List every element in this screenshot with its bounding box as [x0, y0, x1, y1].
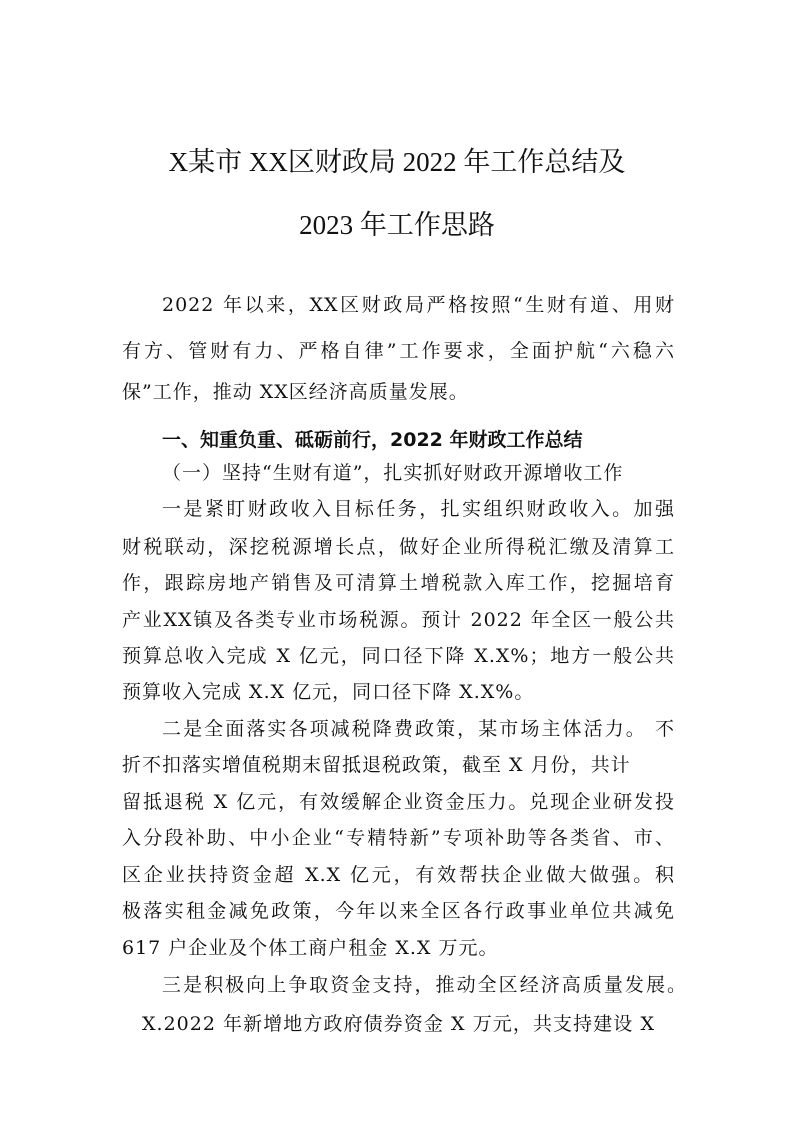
document-title-line-1: X某市 XX区财政局 2022 年工作总结及 [168, 147, 626, 177]
text-line: 二是全面落实各项减税降费政策，某市场主体活力。 不 [162, 718, 675, 740]
text-line: 产业XX镇及各类专业市场税源。预计 2022 年全区一般公共 [122, 609, 675, 631]
text-line: 入分段补助、中小企业“专精特新”专项补助等各类省、市、 [122, 827, 675, 849]
text-line: 区企业扶持资金超 X.X 亿元，有效帮扶企业做大做强。积 [122, 864, 675, 886]
subsection-heading: （一）坚持“生财有道”，扎实抓好财政开源增收工作 [162, 462, 624, 484]
document-title-line-2: 2023 年工作思路 [299, 210, 495, 240]
text-line: 三是积极向上争取资金支持，推动全区经济高质量发展。 [162, 974, 687, 996]
text-line: 财税联动，深挖税源增长点，做好企业所得税汇缴及清算工 [122, 536, 675, 558]
text-line: X.2022 年新增地方政府债券资金 X 万元，共支持建设 X [142, 1013, 655, 1035]
text-line: 极落实租金减免政策，今年以来全区各行政事业单位共减免 [122, 900, 675, 922]
text-line: 617 户企业及个体工商户租金 X.X 万元。 [122, 937, 499, 959]
text-line: 折不扣落实增值税期末留抵退税政策，截至 X 月份，共计 [122, 754, 631, 776]
text-line: 作，跟踪房地产销售及可清算土增税款入库工作，挖掘培育 [122, 572, 675, 594]
text-line: 预算收入完成 X.X 亿元，同口径下降 X.X%。 [122, 681, 535, 703]
text-line: 留抵退税 X 亿元，有效缓解企业资金压力。兑现企业研发投 [122, 791, 675, 813]
text-line: 保”工作，推动 XX区经济高质量发展。 [122, 381, 469, 403]
text-line: 2022 年以来，XX区财政局严格按照“生财有道、用财 [162, 294, 675, 316]
text-line: 有方、管财有力、严格自律”工作要求，全面护航“六稳六 [122, 340, 675, 362]
text-line: 一是紧盯财政收入目标任务，扎实组织财政收入。加强 [162, 498, 675, 520]
section-heading: 一、知重负重、砥砺前行，2022 年财政工作总结 [162, 429, 583, 451]
text-line: 预算总收入完成 X 亿元，同口径下降 X.X%；地方一般公共 [122, 645, 675, 667]
